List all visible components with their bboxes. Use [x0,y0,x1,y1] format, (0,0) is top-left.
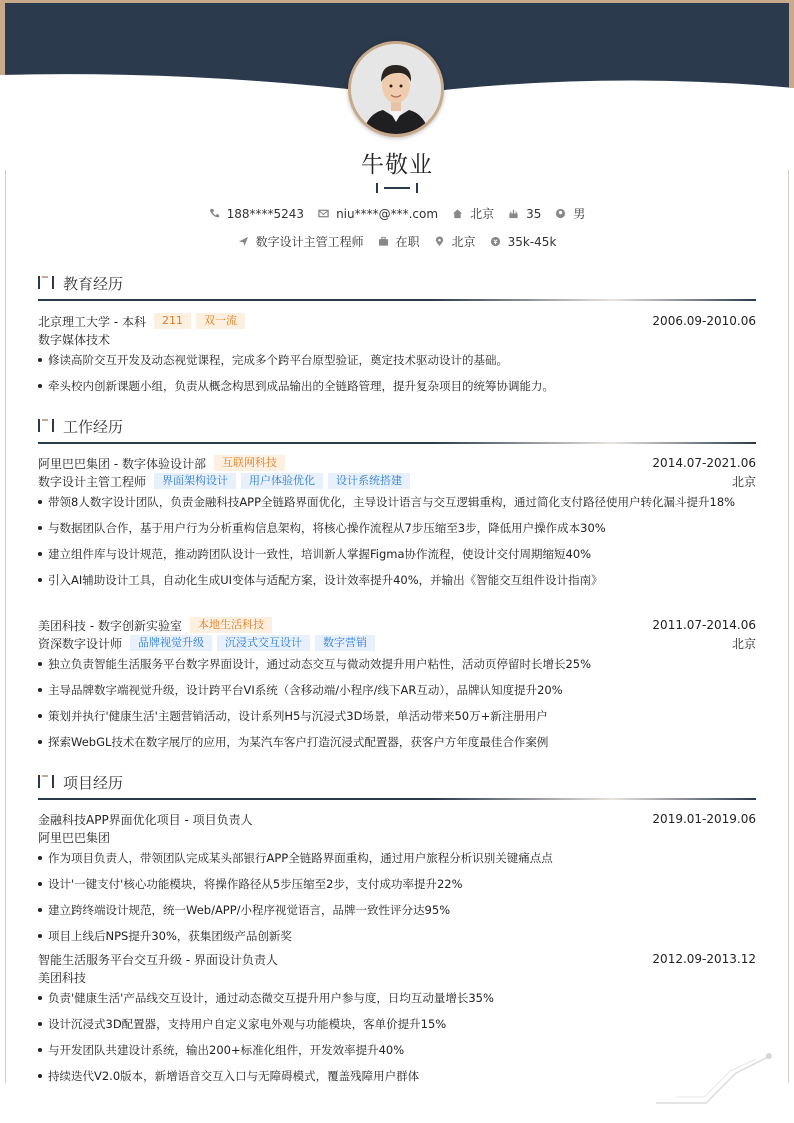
section-mark-icon [38,775,54,788]
project-org: 阿里巴巴集团 [38,830,111,845]
bullet-item: 牵头校内创新课题小组，负责从概念构思到成品输出的全链路管理，提升复杂项目的统筹协调能力。 [38,376,756,397]
contact-row [0,205,794,222]
section-mark-icon [38,419,54,432]
bullet-item: 与数据团队合作，基于用户行为分析重构信息架构，将核心操作流程从7步压缩至3步，降低用户操作成本30% [38,518,756,539]
bullet-item: 项目上线后NPS提升30%，获集团级产品创新奖 [38,926,756,947]
date-range: 2006.09-2010.06 [652,314,756,328]
section-title-education [38,273,756,295]
date-range: 2011.07-2014.06 [652,618,756,632]
project-entry [38,950,756,1087]
city-text: 北京 [470,207,495,221]
bullet-item: 主导品牌数字端视觉升级，设计跨平台VI系统（含移动端/小程序/线下AR互动），品牌认知度提升20% [38,680,756,701]
skill-tag: 设计系统搭建 [328,473,410,489]
section-rule [38,442,756,444]
briefcase-icon [378,236,389,247]
money-icon [490,236,501,247]
target-job-item [238,233,364,250]
project-name: 智能生活服务平台交互升级 - 界面设计负责人 [38,952,278,967]
skill-tag: 沉浸式交互设计 [217,635,310,651]
email-item [318,207,438,221]
bullet-item: 探索WebGL技术在数字展厅的应用，为某汽车客户打造沉浸式配置器，获客户方年度最佳合作案例 [38,732,756,753]
work-entry [38,616,756,753]
work-city: 北京 [731,636,756,651]
school-name: 北京理工大学 - 本科 [38,314,146,329]
target-city-text: 北京 [451,235,476,249]
person-icon [555,208,566,219]
bullet-item: 与开发团队共建设计系统，输出200+标准化组件，开发效率提升40% [38,1040,756,1061]
education-entry [38,312,756,397]
send-icon [238,236,249,247]
skill-tag: 用户体验优化 [241,473,323,489]
bullet-item: 负责'健康生活'产品线交互设计，通过动态微交互提升用户参与度，日均互动量增长35% [38,988,756,1009]
salary-item [490,235,557,249]
home-icon [452,208,463,219]
avatar [348,41,444,137]
bullet-item: 作为项目负责人，带领团队完成某头部银行APP全链路界面重构，通过用户旅程分析识别关键痛点点 [38,848,756,869]
role-text: 数字设计主管工程师 [38,474,147,489]
bullet-item: 建立跨终端设计规范，统一Web/APP/小程序视觉语言，品牌一致性评分达95% [38,900,756,921]
status-text: 在职 [395,235,420,249]
job-intent-row [0,233,794,250]
school-tag: 211 [154,313,191,329]
bullet-item: 策划并执行'健康生活'主题营销活动，设计系列H5与沉浸式3D场景，单活动带来50万+新注册用户 [38,706,756,727]
skill-tag: 品牌视觉升级 [130,635,212,651]
major-text: 数字媒体技术 [38,332,111,347]
skill-tag: 数字营销 [315,635,375,651]
date-range: 2014.07-2021.06 [652,456,756,470]
bullet-item: 带领8人数字设计团队，负责金融科技APP全链路界面优化，主导设计语言与交互逻辑重构，通过简化支付路径使用户转化漏斗提升18% [38,492,756,513]
bullet-item: 建立组件库与设计规范，推动跨团队设计一致性，培训新人掌握Figma协作流程，使设计交付周期缩短40% [38,544,756,565]
bullet-item: 持续迭代V2.0版本，新增语音交互入口与无障碍模式，覆盖残障用户群体 [38,1066,756,1087]
bullet-item: 独立负责智能生活服务平台数字界面设计，通过动态交互与微动效提升用户粘性，活动页停留时长增长25% [38,654,756,675]
section-heading: 教育经历 [63,275,124,293]
section-heading: 项目经历 [63,774,124,792]
gender-item [555,205,585,222]
corner-circuit-ornament [656,1045,776,1105]
section-heading: 工作经历 [63,418,124,436]
bullet-item: 引入AI辅助设计工具，自动化生成UI变体与适配方案，设计效率提升40%，并输出《智能交互组件设计指南》 [38,570,756,591]
bullet-item: 设计沉浸式3D配置器，支持用户自定义家电外观与功能模块，客单价提升15% [38,1014,756,1035]
city-item [452,205,494,222]
target-job-text: 数字设计主管工程师 [255,235,364,249]
work-city: 北京 [731,474,756,489]
work-entry [38,454,756,591]
phone-item [209,207,304,221]
company-name: 美团科技 - 数字创新实验室 [38,618,182,633]
role-text: 资深数字设计师 [38,636,123,651]
target-city-item [434,233,476,250]
portrait-illustration [351,44,441,134]
skill-tag: 界面架构设计 [154,473,236,489]
section-rule [38,798,756,800]
section-mark-icon [38,276,54,289]
date-range: 2012.09-2013.12 [652,952,756,966]
company-name: 阿里巴巴集团 - 数字体验设计部 [38,456,206,471]
location-pin-icon [434,236,445,247]
candidate-name: 牛敬业 [361,152,433,178]
project-name: 金融科技APP界面优化项目 - 项目负责人 [38,812,253,827]
project-org: 美团科技 [38,970,87,985]
phone-text: 188****5243 [226,206,305,221]
section-title-work [38,416,756,438]
bullet-item: 修读高阶交互开发及动态视觉课程，完成多个跨平台原型验证，奠定技术驱动设计的基础。 [38,350,756,371]
industry-tag: 本地生活科技 [190,617,272,633]
phone-icon [209,208,220,219]
right-border-line [788,170,789,1083]
name-divider-ornament [376,183,418,193]
project-entry [38,810,756,947]
section-rule [38,299,756,301]
left-border-line [5,170,6,1083]
status-item [378,233,420,250]
gender-text: 男 [573,207,586,221]
salary-text: 35k-45k [507,234,557,249]
email-text: niu****@***.com [336,206,439,221]
age-item [508,207,541,221]
mail-icon [318,208,329,219]
cake-icon [508,208,519,219]
bullet-item: 设计'一键支付'核心功能模块，将操作路径从5步压缩至2步，支付成功率提升22% [38,874,756,895]
age-text: 35 [526,206,542,221]
date-range: 2019.01-2019.06 [652,812,756,826]
industry-tag: 互联网科技 [214,455,285,471]
section-title-projects [38,772,756,794]
school-tag: 双一流 [196,313,245,329]
